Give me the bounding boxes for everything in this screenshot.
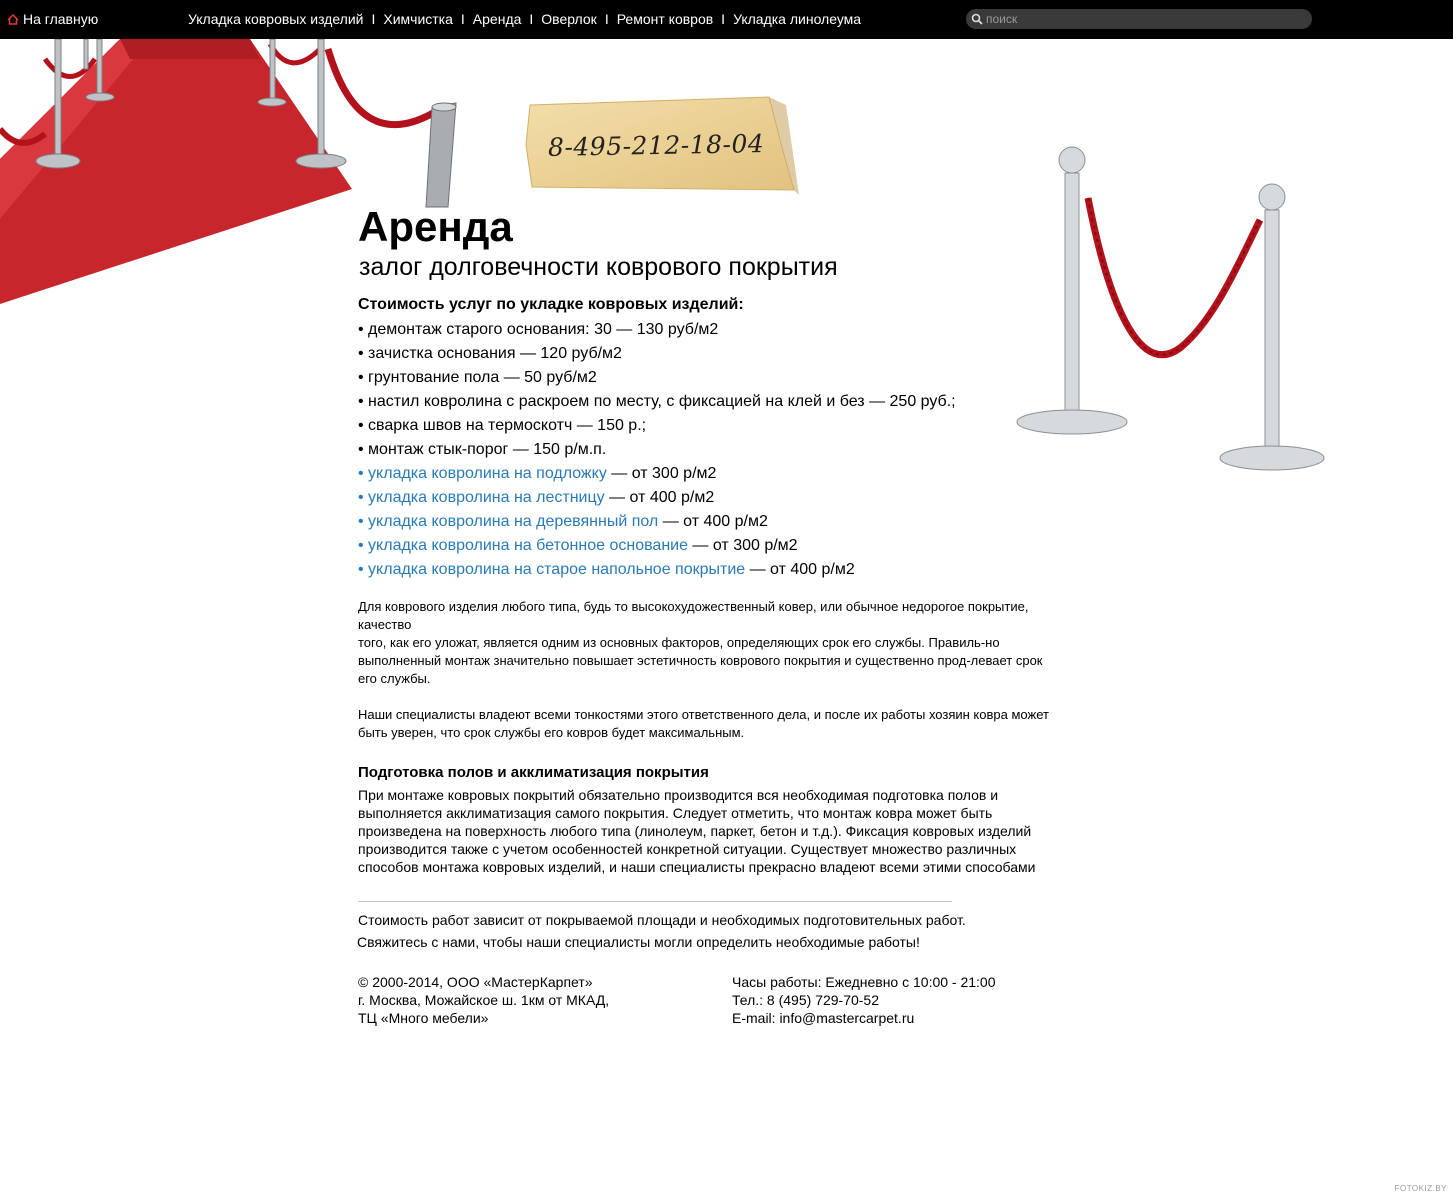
top-navigation-bar [0, 0, 1453, 39]
list-item [358, 462, 956, 486]
link-price: — от 400 р/м2 [604, 489, 715, 506]
footer-hours: Часы работы: Ежедневно с 10:00 - 21:00 [732, 974, 996, 990]
list-item [358, 534, 956, 558]
nav-separator: I [721, 11, 726, 27]
specialists-paragraph: Наши специалисты владеют всеми тонкостями этого ответственного дела, и после их работы хозяин ковра может быть уверен, что срок службы его ковров будет максимальным. [358, 707, 1049, 740]
link-old-flooring[interactable]: • укладка ковролина на старое напольное покрытие [358, 561, 746, 578]
page-subtitle: залог долговечности коврового покрытия [359, 253, 838, 281]
nav-overlock[interactable]: Оверлок [541, 11, 597, 27]
home-icon [7, 14, 19, 25]
home-link[interactable] [7, 11, 98, 27]
intro-paragraph [358, 598, 1058, 688]
nav-carpet-laying[interactable]: Укладка ковровых изделий [188, 11, 364, 27]
section-heading: Подготовка полов и акклиматизация покрытия [358, 764, 709, 781]
cost-note: Стоимость работ зависит от покрываемой площади и необходимых подготовительных работ. [358, 912, 966, 928]
watermark: FOTOKIZ.BY [1394, 1184, 1447, 1193]
link-price: — от 300 р/м2 [687, 537, 798, 554]
preparation-paragraph: При монтаже ковровых покрытий обязательно производится вся необходимая подготовка полов и выполняется акклиматизация самого покрытия. Следует отметить, что монтаж ковра может быть произведена на поверхность любого типа (линолеум, паркет, бетон и т.д.). Фиксация ковровых изделий производится также с учетом особенностей конкретной ситуации. Существует множество различных способов монтажа ковровых изделий, и наши специалисты прекрасно владеют всеми этими способами [358, 787, 1036, 875]
nav-separator: I [371, 11, 376, 27]
list-item: • сварка швов на термоскотч — 150 р.; [358, 417, 647, 434]
price-list [358, 318, 956, 582]
list-item: • зачистка основания — 120 руб/м2 [358, 345, 622, 362]
phone-number: 8-495-212-18-04 [547, 129, 765, 162]
link-wooden-floor[interactable]: • укладка ковролина на деревянный пол [358, 513, 659, 530]
nav-dry-cleaning[interactable]: Химчистка [383, 11, 453, 27]
footer-phone: Тел.: 8 (495) 729-70-52 [732, 992, 879, 1008]
footer-address: г. Москва, Можайское ш. 1км от МКАД, [358, 992, 610, 1008]
divider [358, 901, 952, 902]
list-item [358, 510, 956, 534]
list-item: • грунтование пола — 50 руб/м2 [358, 369, 597, 386]
nav-separator: I [604, 11, 609, 27]
list-item: • демонтаж старого основания: 30 — 130 руб/м2 [358, 321, 719, 338]
list-item [358, 486, 956, 510]
footer-copyright: © 2000-2014, ООО «МастерКарпет» [358, 974, 593, 990]
link-price: — от 400 р/м2 [658, 513, 768, 530]
search-input[interactable] [986, 10, 1304, 27]
nav-carpet-repair[interactable]: Ремонт ковров [616, 11, 714, 27]
list-item: • монтаж стык-порог — 150 р/м.п. [358, 441, 607, 458]
intro-line-1: Для коврового изделия любого типа, будь то высокохудожественный ковер, или обычное недорогое покрытие, качество [358, 599, 1029, 632]
prices-heading: Стоимость услуг по укладке ковровых изделий: [358, 296, 744, 313]
footer-company-info [358, 973, 609, 1027]
link-concrete[interactable]: • укладка ковролина на бетонное основание [358, 537, 688, 554]
list-item [358, 558, 956, 582]
list-item: • настил ковролина с раскроем по месту, с фиксацией на клей и без — 250 руб.; [358, 393, 956, 410]
page-title: Аренда [358, 203, 513, 250]
footer-mall: ТЦ «Много мебели» [358, 1010, 489, 1026]
contact-note: Свяжитесь с нами, чтобы наши специалисты могли определить необходимые работы! [357, 934, 920, 950]
intro-line-2: того, как его уложат, является одним из основных факторов, определяющих срок его службы. Правиль-но выполненный монтаж значительно повышает эстетичность коврового покрытия и существенно прод-левает срок его службы. [358, 635, 1043, 686]
footer-email[interactable]: E-mail: info@mastercarpet.ru [732, 1010, 915, 1026]
link-underlay[interactable]: • укладка ковролина на подложку [358, 465, 607, 482]
nav-separator: I [529, 11, 534, 27]
nav-linoleum-laying[interactable]: Укладка линолеума [733, 11, 862, 27]
footer-contacts [732, 973, 996, 1027]
search-icon [971, 13, 983, 25]
nav-separator: I [460, 11, 465, 27]
link-price: — от 400 р/м2 [745, 561, 855, 578]
search-box [966, 9, 1312, 29]
home-link-label: На главную [23, 11, 99, 27]
rope-barrier-image [1010, 140, 1330, 475]
nav-rental[interactable]: Аренда [472, 11, 522, 27]
link-stairs[interactable]: • укладка ковролина на лестницу [358, 489, 605, 506]
main-menu [188, 11, 861, 27]
link-price: — от 300 р/м2 [606, 465, 717, 482]
